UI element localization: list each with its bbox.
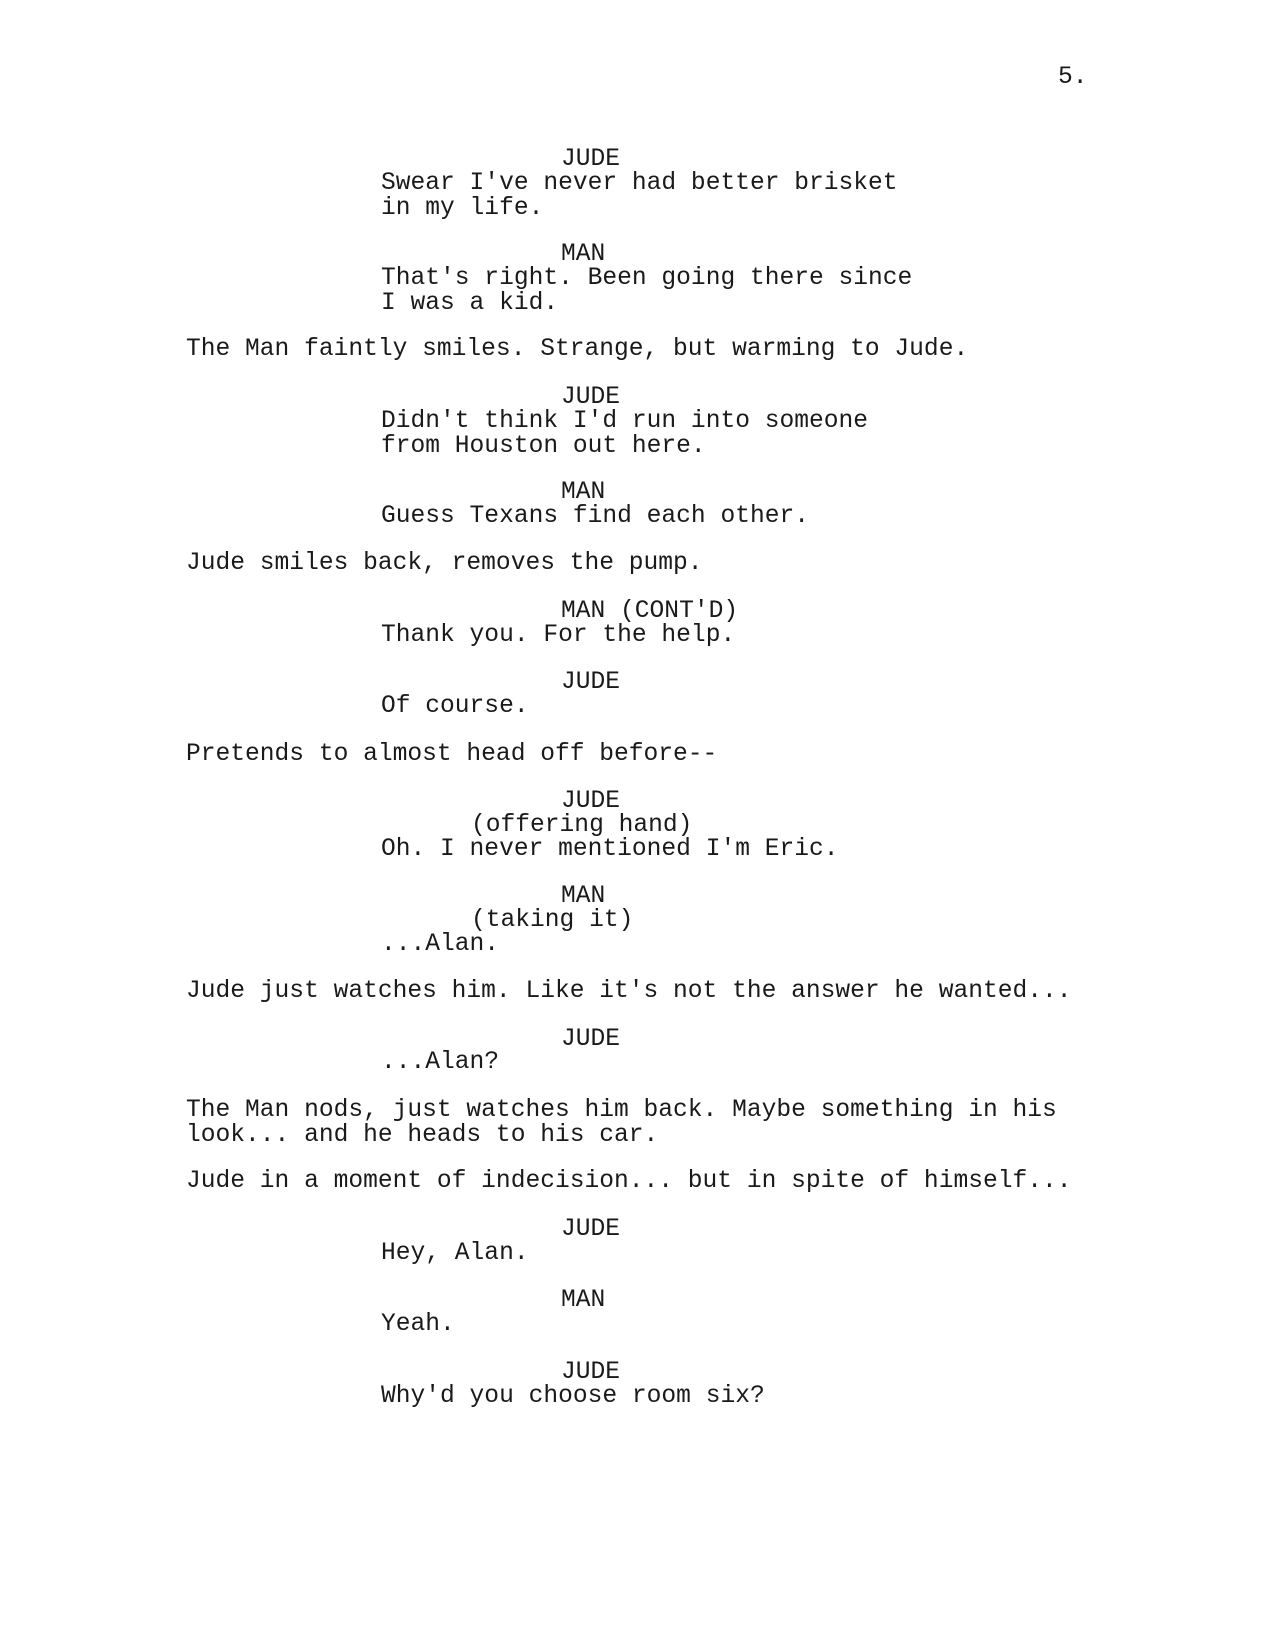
script-line: from Houston out here. xyxy=(381,432,706,460)
character-cue: JUDE xyxy=(561,146,621,173)
script-line: The Man nods, just watches him back. Maybe something in his xyxy=(186,1097,1057,1124)
dialogue-block xyxy=(381,624,735,649)
character-cue: JUDE xyxy=(561,1359,621,1386)
character-cue: MAN xyxy=(561,241,606,268)
character-cue: JUDE xyxy=(561,384,621,411)
dialogue-block xyxy=(381,1313,455,1338)
script-line: Jude smiles back, removes the pump. xyxy=(186,550,703,577)
parenthetical: (taking it) xyxy=(471,907,634,934)
script-line: Jude in a moment of indecision... but in spite of himself... xyxy=(186,1168,1072,1195)
character-cue: MAN xyxy=(561,883,606,910)
script-line: I was a kid. xyxy=(381,289,559,317)
character-cue: JUDE xyxy=(561,1216,621,1243)
script-line: look... and he heads to his car. xyxy=(186,1121,659,1149)
dialogue-block xyxy=(381,267,912,316)
action-line xyxy=(186,1170,1072,1195)
character-cue: MAN xyxy=(561,479,606,506)
script-line: Swear I've never had better brisket xyxy=(381,170,898,197)
script-line: Thank you. For the help. xyxy=(381,622,736,649)
script-line: Why'd you choose room six? xyxy=(381,1383,765,1410)
action-line xyxy=(186,552,703,577)
dialogue-block xyxy=(381,505,809,530)
dialogue-block xyxy=(381,1242,529,1267)
dialogue-block xyxy=(381,1051,499,1076)
character-cue: JUDE xyxy=(561,669,621,696)
script-line: Pretends to almost head off before-- xyxy=(186,741,718,768)
parenthetical: (offering hand) xyxy=(471,812,693,839)
script-line: Hey, Alan. xyxy=(381,1240,529,1267)
script-line: The Man faintly smiles. Strange, but warming to Jude. xyxy=(186,336,969,363)
page-number: 5. xyxy=(1058,64,1088,91)
script-line: Jude just watches him. Like it's not the answer he wanted... xyxy=(186,978,1072,1005)
dialogue-block xyxy=(381,933,499,958)
script-line: ...Alan? xyxy=(381,1049,500,1076)
action-line xyxy=(186,338,968,363)
script-line: Didn't think I'd run into someone xyxy=(381,408,869,435)
character-cue: MAN (CONT'D) xyxy=(561,598,739,625)
character-cue: MAN xyxy=(561,1287,606,1314)
action-line xyxy=(186,980,1072,1005)
script-line: in my life. xyxy=(381,194,544,222)
script-line: That's right. Been going there since xyxy=(381,265,913,292)
dialogue-block xyxy=(381,838,839,863)
action-line xyxy=(186,1099,1057,1148)
dialogue-block xyxy=(381,410,868,459)
action-line xyxy=(186,743,717,768)
dialogue-block xyxy=(381,1385,765,1410)
script-line: Yeah. xyxy=(381,1311,455,1338)
script-line: ...Alan. xyxy=(381,931,500,958)
script-line: Guess Texans find each other. xyxy=(381,503,810,530)
character-cue: JUDE xyxy=(561,788,621,815)
dialogue-block xyxy=(381,172,898,221)
dialogue-block xyxy=(381,695,529,720)
script-line: Oh. I never mentioned I'm Eric. xyxy=(381,836,839,863)
script-line: Of course. xyxy=(381,693,529,720)
character-cue: JUDE xyxy=(561,1026,621,1053)
